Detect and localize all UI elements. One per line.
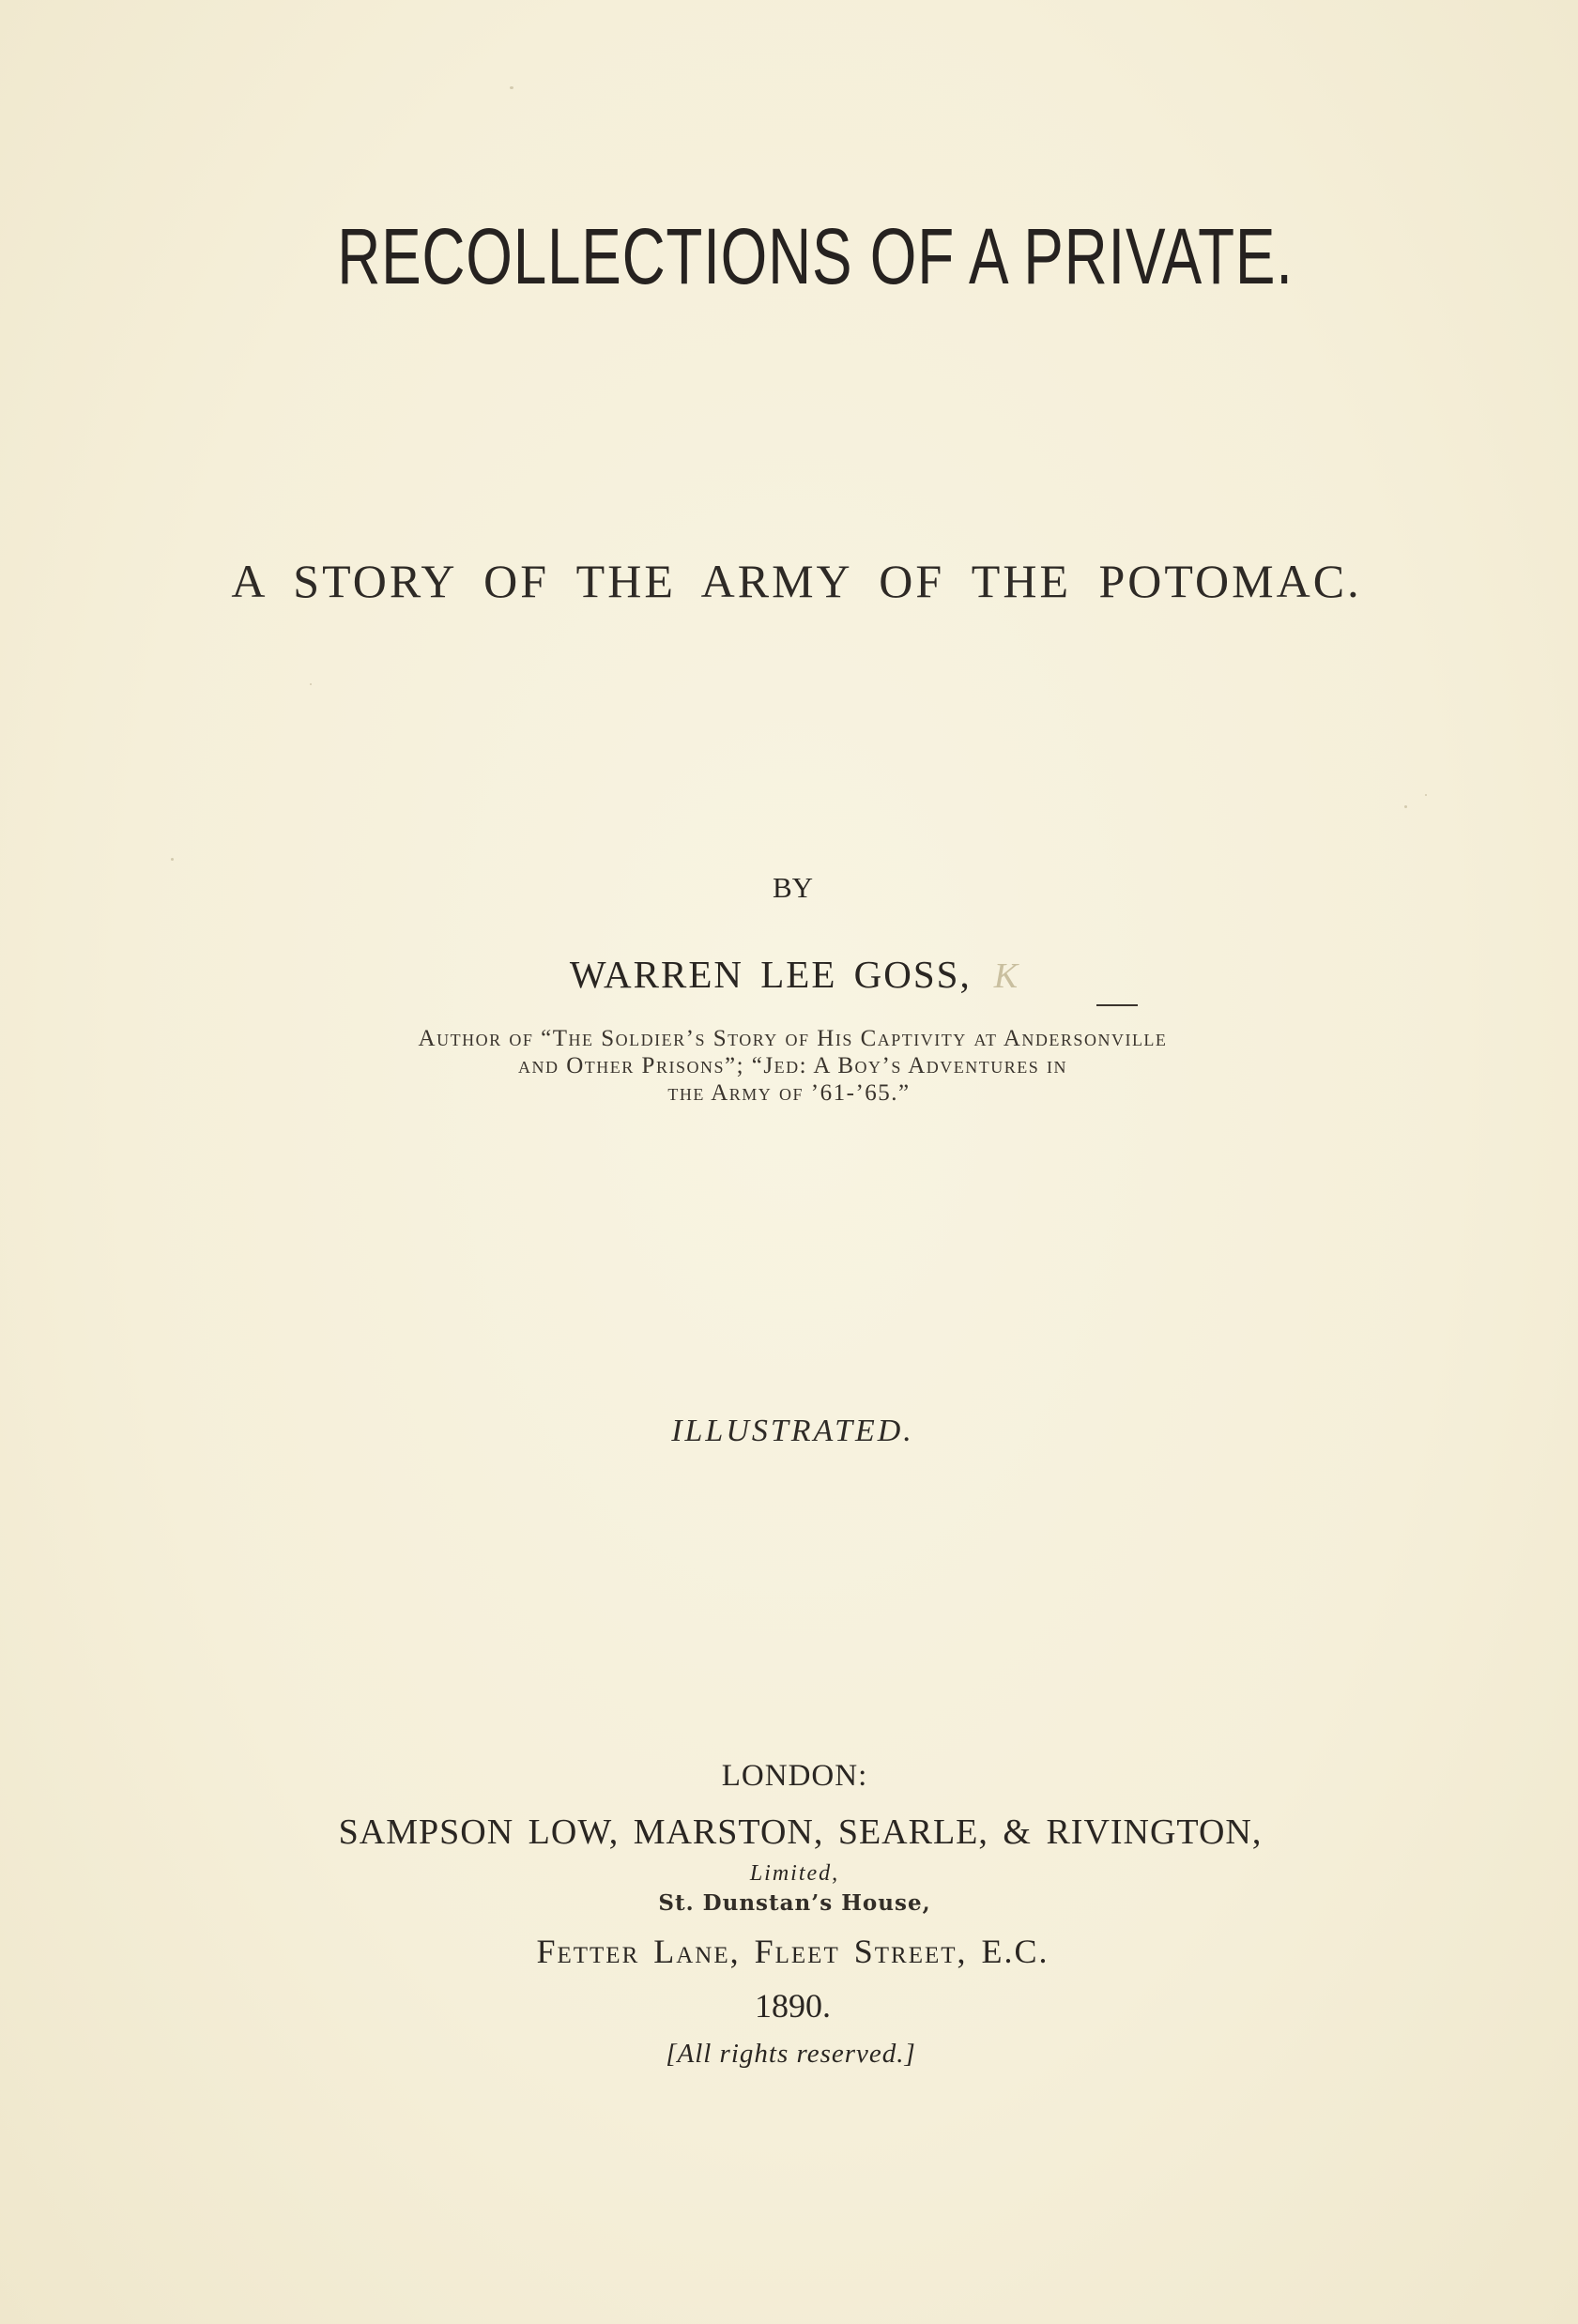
paper-speck — [1404, 805, 1407, 808]
author-credentials-line-2: and Other Prisons”; “Jed: A Boy’s Adventures in — [518, 1053, 1067, 1078]
illustrated-label: ILLUSTRATED. — [671, 1414, 914, 1448]
author-name — [6, 952, 1578, 997]
author-credentials-line-1: Author of “The Soldier’s Story of His Captivity at Andersonville — [418, 1026, 1168, 1051]
imprint-publisher: SAMPSON LOW, MARSTON, SEARLE, & RIVINGTON, — [338, 1812, 1263, 1852]
paper-speck — [510, 86, 513, 89]
short-rule-divider — [1096, 1004, 1138, 1006]
paper-speck — [171, 858, 174, 861]
imprint-limited: Limited, — [749, 1861, 840, 1886]
imprint-year: 1890. — [755, 1987, 831, 2025]
paper-speck — [310, 683, 312, 685]
imprint-city: LONDON: — [721, 1759, 868, 1793]
by-line: BY — [772, 871, 814, 904]
paper-speck — [1425, 794, 1427, 796]
rights-notice: [All rights reserved.] — [666, 2039, 916, 2069]
author-name-text: WARREN LEE GOSS, — [569, 953, 972, 996]
author-credentials-line-3: the Army of ’61-’65.” — [667, 1080, 911, 1106]
imprint-house: St. Dunstan’s House, — [658, 1890, 931, 1916]
book-title: RECOLLECTIONS OF A PRIVATE. — [337, 212, 1294, 300]
imprint-address: Fetter Lane, Fleet Street, E.C. — [536, 1933, 1049, 1970]
book-subtitle: A STORY OF THE ARMY OF THE POTOMAC. — [231, 555, 1362, 607]
pencil-annotation: K — [993, 956, 1020, 996]
